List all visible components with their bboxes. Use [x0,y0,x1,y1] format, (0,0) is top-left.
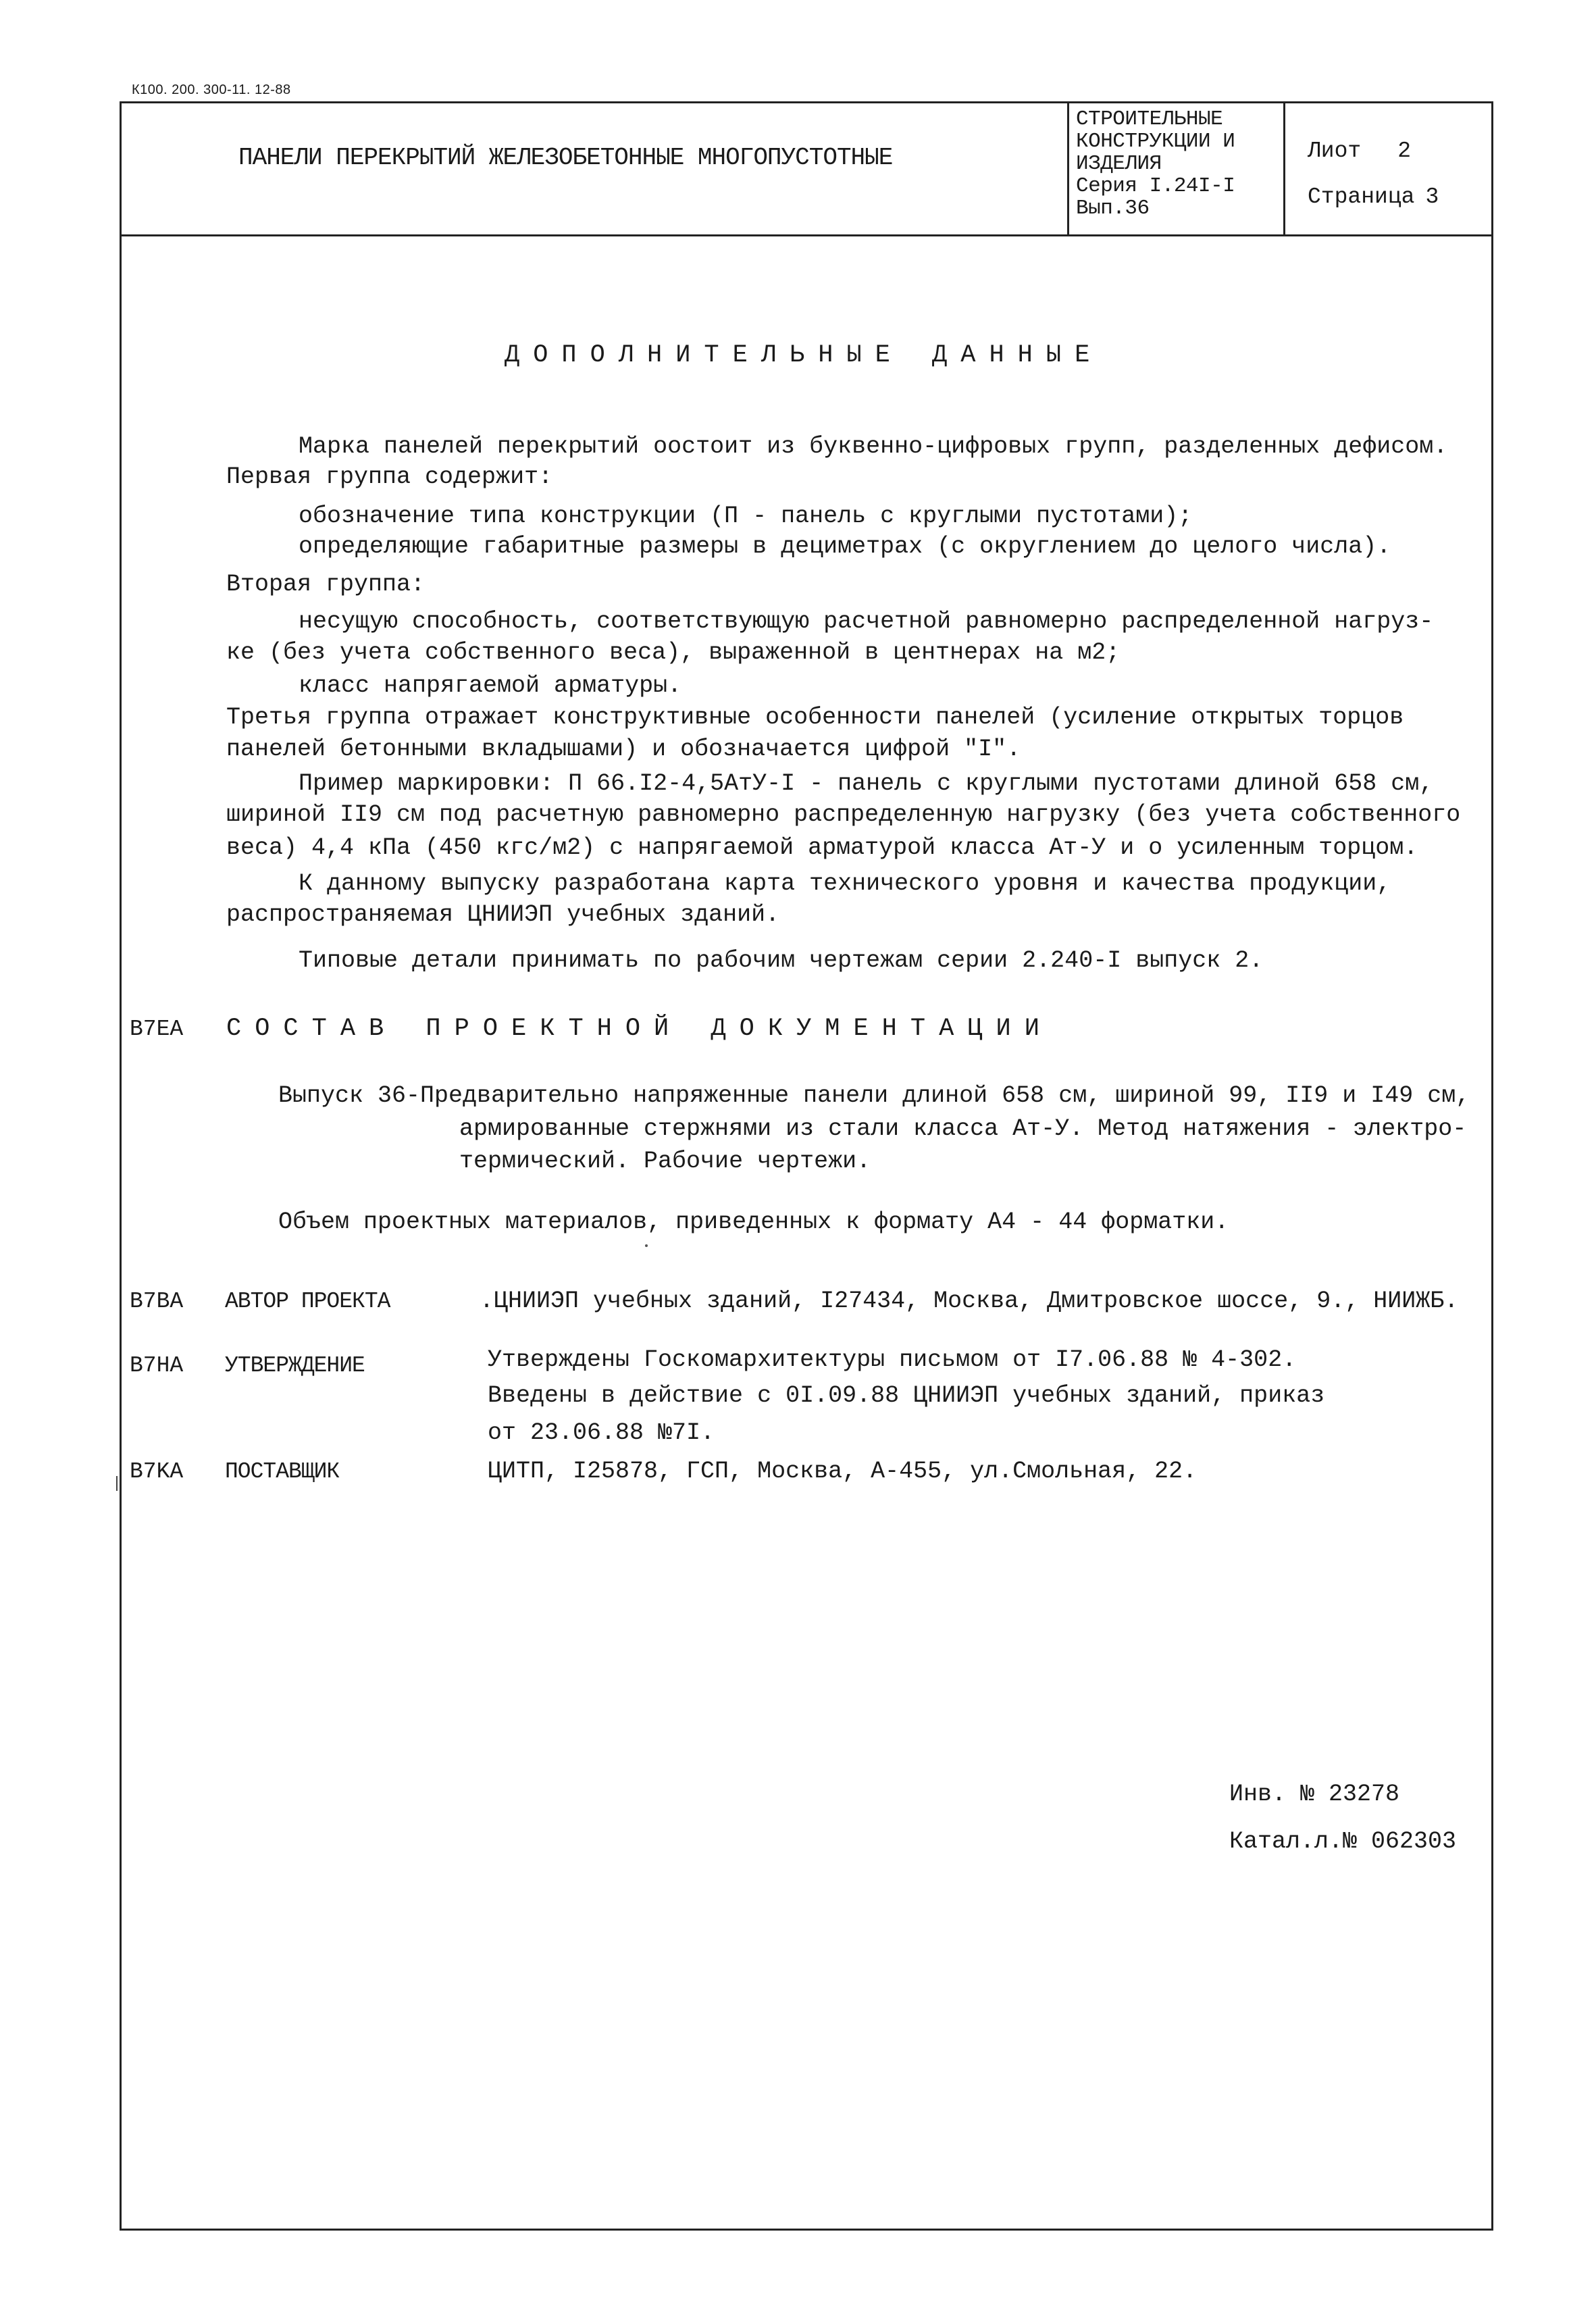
text-line: класс напрягаемой арматуры. [299,672,682,699]
volume-line: Объем проектных материалов, приведенных к формату А4 - 44 форматки. [278,1209,1229,1236]
record-code: B7KA [130,1459,184,1484]
margin-tick [116,1476,118,1491]
text-line: распространяемая ЦНИИЭП учебных зданий. [226,901,780,928]
text-line: К данному выпуску разработана карта технического уровня и качества продукции, [299,870,1391,897]
additional-data-heading: ДОПОЛНИТЕЛЬНЫЕ ДАННЫЕ [505,341,1104,370]
page-label: Страница [1308,184,1415,209]
record-value: ЦИТП, I25878, ГСП, Москва, А-455, ул.Смольная, 22. [488,1458,1198,1485]
sheet-row [1308,128,1439,174]
form-code: К100. 200. 300-11. 12-88 [132,82,291,97]
sheet-label: Лиот [1308,138,1362,163]
header-divider-2 [1283,101,1285,236]
record-value: Утверждены Госкомархитектуры письмом от I7.06.88 № 4-302. [488,1346,1297,1373]
series-line: Вып.36 [1076,197,1150,220]
series-line: ИЗДЕЛИЯ [1076,152,1162,176]
record-code: B7HA [130,1353,184,1378]
text-line: Первая группа содержит: [226,463,553,490]
record-value: .ЦНИИЭП учебных зданий, I27434, Москва, Дмитровское шоссе, 9., НИИЖБ. [480,1288,1459,1315]
series-block [1076,108,1235,220]
text-line: ке (без учета собственного веса), выраженной в центнерах на м2; [226,639,1121,666]
section-code: B7EA [130,1017,184,1042]
record-value: от 23.06.88 №7I. [488,1419,715,1446]
series-line: КОНСТРУКЦИИ И [1076,130,1235,153]
text-line: Марка панелей перекрытий оостоит из буквенно-цифровых групп, разделенных дефисом. [299,433,1448,460]
composition-heading: СОСТАВ ПРОЕКТНОЙ ДОКУМЕНТАЦИИ [226,1015,1053,1043]
sheet-block [1308,128,1439,220]
details-line: Типовые детали принимать по рабочим чертежам серии 2.240-I выпуск 2. [299,947,1264,974]
speck [645,1244,648,1247]
header-divider-1 [1067,101,1069,236]
record-label: ПОСТАВЩИК [225,1459,340,1484]
text-line: веса) 4,4 кПа (450 кгс/м2) с напрягаемой арматурой класса Ат-У и о усиленным торцом. [226,834,1418,861]
page-value: 3 [1425,184,1439,209]
text-line: несущую способность, соответствующую расчетной равномерно распределенной нагруз- [299,608,1434,635]
record-label: АВТОР ПРОЕКТА [225,1289,390,1314]
series-line: Серия I.24I-I [1076,174,1235,198]
record-label: УТВЕРЖДЕНИЕ [225,1353,365,1378]
text-line: шириной II9 см под расчетную равномерно распределенную нагрузку (без учета собственного [226,801,1461,828]
text-line: Третья группа отражает конструктивные особенности панелей (усиление открытых торцов [226,704,1404,731]
sheet-value: 2 [1397,138,1412,163]
issue-line: Выпуск 36-Предварительно напряженные панели длиной 658 см, шириной 99, II9 и I49 см, [278,1082,1470,1109]
series-line: СТРОИТЕЛЬНЫЕ [1076,107,1223,131]
issue-line: термический. Рабочие чертежи. [459,1148,871,1175]
record-code: B7BA [130,1289,184,1314]
text-line: Вторая группа: [226,571,426,598]
page-row [1308,174,1439,220]
text-line: Пример маркировки: П 66.I2-4,5АтУ-I - панель с круглыми пустотами длиной 658 см, [299,770,1434,797]
text-line: обозначение типа конструкции (П - панель с круглыми пустотами); [299,503,1193,530]
document-title: ПАНЕЛИ ПЕРЕКРЫТИЙ ЖЕЛЕЗОБЕТОННЫЕ МНОГОПУСТОТНЫЕ [238,144,893,172]
inventory-number: Инв. № 23278 [1229,1781,1400,1808]
issue-line: армированные стержнями из стали класса Ат-У. Метод натяжения - электро- [459,1115,1467,1142]
text-line: панелей бетонными вкладышами) и обозначается цифрой "I". [226,736,1021,763]
text-line: определяющие габаритные размеры в дециметрах (с округлением до целого числа). [299,533,1391,560]
catalog-number: Катал.л.№ 062303 [1229,1828,1457,1855]
record-value: Введены в действие с 0I.09.88 ЦНИИЭП учебных зданий, приказ [488,1382,1325,1409]
